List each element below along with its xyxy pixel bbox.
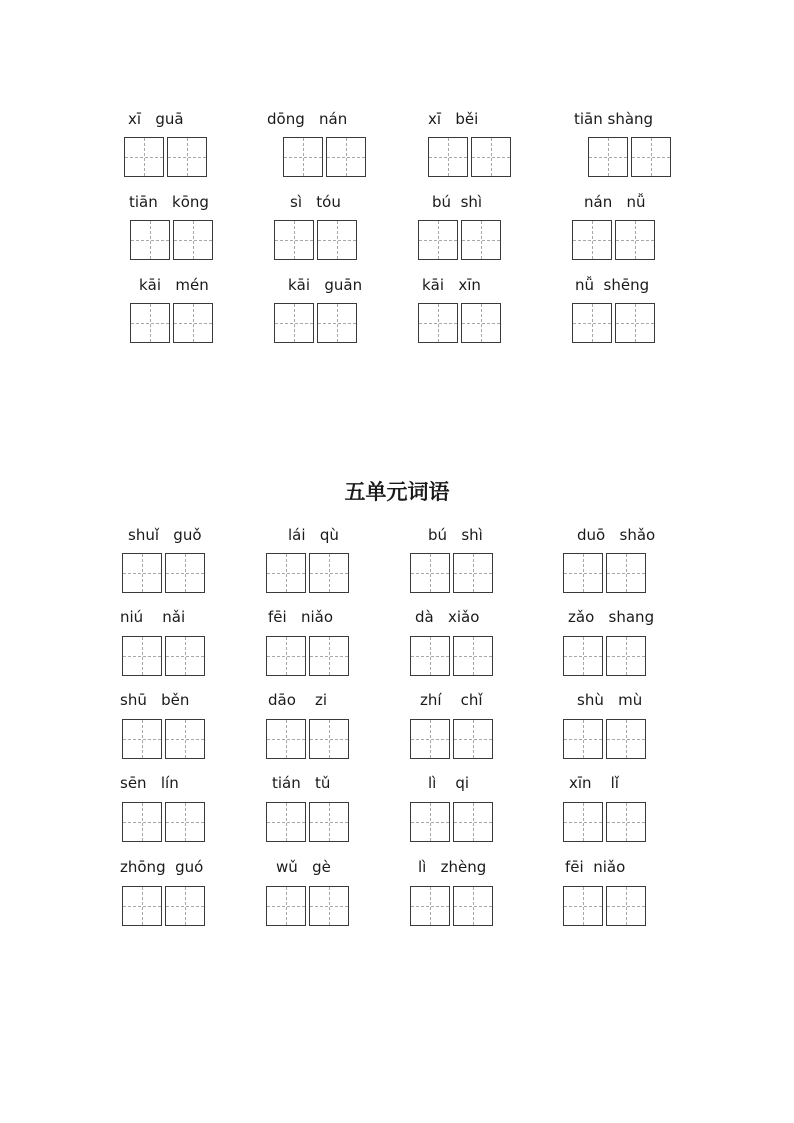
tianzige-box[interactable] — [606, 802, 646, 842]
tianzige-box[interactable] — [165, 719, 205, 759]
writing-boxes — [266, 886, 352, 926]
tianzige-box[interactable] — [572, 303, 612, 343]
tianzige-box[interactable] — [563, 719, 603, 759]
pinyin-label: tiān shàng — [574, 110, 654, 128]
pinyin-label: tián tǔ — [272, 774, 331, 792]
writing-boxes — [410, 553, 496, 593]
section-title: 五单元词语 — [344, 479, 450, 504]
pinyin-label: sì tóu — [290, 193, 341, 211]
pinyin-label: nǚ shēng — [575, 276, 650, 294]
writing-boxes — [266, 553, 352, 593]
tianzige-box[interactable] — [410, 802, 450, 842]
writing-boxes — [588, 137, 674, 177]
tianzige-box[interactable] — [309, 886, 349, 926]
tianzige-box[interactable] — [266, 886, 306, 926]
writing-boxes — [410, 719, 496, 759]
writing-boxes — [124, 137, 210, 177]
pinyin-label: lái qù — [288, 526, 339, 544]
pinyin-label: zǎo shang — [568, 608, 655, 626]
writing-boxes — [266, 636, 352, 676]
tianzige-box[interactable] — [453, 636, 493, 676]
tianzige-box[interactable] — [130, 303, 170, 343]
tianzige-box[interactable] — [173, 220, 213, 260]
tianzige-box[interactable] — [461, 303, 501, 343]
pinyin-label: zhí chǐ — [420, 691, 483, 709]
writing-boxes — [283, 137, 369, 177]
tianzige-box[interactable] — [410, 886, 450, 926]
pinyin-label: dōng nán — [267, 110, 348, 128]
pinyin-label: wǔ gè — [276, 858, 331, 876]
pinyin-label: fēi niǎo — [268, 608, 334, 626]
writing-boxes — [122, 636, 208, 676]
tianzige-box[interactable] — [606, 553, 646, 593]
writing-boxes — [274, 220, 360, 260]
pinyin-label: dāo zi — [268, 691, 328, 709]
writing-boxes — [410, 802, 496, 842]
tianzige-box[interactable] — [317, 220, 357, 260]
tianzige-box[interactable] — [418, 303, 458, 343]
writing-boxes — [122, 886, 208, 926]
pinyin-label: sēn lín — [120, 774, 179, 792]
writing-boxes — [122, 553, 208, 593]
tianzige-box[interactable] — [309, 636, 349, 676]
tianzige-box[interactable] — [165, 553, 205, 593]
tianzige-box[interactable] — [471, 137, 511, 177]
writing-boxes — [274, 303, 360, 343]
writing-boxes — [130, 220, 216, 260]
pinyin-label: shù mù — [577, 691, 643, 709]
tianzige-box[interactable] — [122, 802, 162, 842]
pinyin-label: lì qi — [428, 774, 470, 792]
tianzige-box[interactable] — [606, 719, 646, 759]
writing-boxes — [410, 886, 496, 926]
tianzige-box[interactable] — [606, 886, 646, 926]
tianzige-box[interactable] — [410, 719, 450, 759]
tianzige-box[interactable] — [165, 802, 205, 842]
tianzige-box[interactable] — [122, 886, 162, 926]
tianzige-box[interactable] — [453, 886, 493, 926]
writing-boxes — [130, 303, 216, 343]
writing-boxes — [572, 220, 658, 260]
writing-boxes — [563, 886, 649, 926]
writing-boxes — [266, 719, 352, 759]
tianzige-box[interactable] — [173, 303, 213, 343]
tianzige-box[interactable] — [266, 802, 306, 842]
tianzige-box[interactable] — [124, 137, 164, 177]
tianzige-box[interactable] — [631, 137, 671, 177]
tianzige-box[interactable] — [274, 303, 314, 343]
pinyin-label: bú shì — [428, 526, 483, 544]
pinyin-label: zhōng guó — [120, 858, 204, 876]
pinyin-label: xī běi — [428, 110, 479, 128]
pinyin-label: xī guā — [128, 110, 184, 128]
writing-boxes — [266, 802, 352, 842]
pinyin-label: lì zhèng — [418, 858, 487, 876]
tianzige-box[interactable] — [418, 220, 458, 260]
tianzige-box[interactable] — [309, 719, 349, 759]
tianzige-box[interactable] — [563, 802, 603, 842]
tianzige-box[interactable] — [326, 137, 366, 177]
tianzige-box[interactable] — [266, 719, 306, 759]
tianzige-box[interactable] — [165, 636, 205, 676]
tianzige-box[interactable] — [563, 886, 603, 926]
tianzige-box[interactable] — [588, 137, 628, 177]
tianzige-box[interactable] — [410, 553, 450, 593]
tianzige-box[interactable] — [266, 636, 306, 676]
pinyin-label: shū běn — [120, 691, 190, 709]
tianzige-box[interactable] — [410, 636, 450, 676]
tianzige-box[interactable] — [606, 636, 646, 676]
pinyin-label: kāi xīn — [422, 276, 481, 294]
pinyin-label: xīn lǐ — [569, 774, 619, 792]
pinyin-label: nán nǚ — [584, 193, 646, 211]
writing-boxes — [418, 303, 504, 343]
pinyin-label: dà xiǎo — [415, 608, 480, 626]
tianzige-box[interactable] — [453, 719, 493, 759]
writing-boxes — [122, 802, 208, 842]
tianzige-box[interactable] — [122, 636, 162, 676]
pinyin-label: duō shǎo — [577, 526, 656, 544]
pinyin-label: niú nǎi — [120, 608, 186, 626]
tianzige-box[interactable] — [122, 553, 162, 593]
tianzige-box[interactable] — [428, 137, 468, 177]
tianzige-box[interactable] — [283, 137, 323, 177]
writing-boxes — [572, 303, 658, 343]
writing-boxes — [410, 636, 496, 676]
pinyin-label: shuǐ guǒ — [128, 526, 202, 544]
tianzige-box[interactable] — [130, 220, 170, 260]
tianzige-box[interactable] — [453, 553, 493, 593]
tianzige-box[interactable] — [461, 220, 501, 260]
tianzige-box[interactable] — [274, 220, 314, 260]
tianzige-box[interactable] — [563, 553, 603, 593]
writing-boxes — [563, 553, 649, 593]
tianzige-box[interactable] — [309, 553, 349, 593]
tianzige-box[interactable] — [317, 303, 357, 343]
tianzige-box[interactable] — [266, 553, 306, 593]
pinyin-label: kāi guān — [288, 276, 363, 294]
tianzige-box[interactable] — [615, 303, 655, 343]
pinyin-label: kāi mén — [139, 276, 209, 294]
tianzige-box[interactable] — [453, 802, 493, 842]
pinyin-label: bú shì — [432, 193, 483, 211]
pinyin-label: tiān kōng — [129, 193, 209, 211]
tianzige-box[interactable] — [309, 802, 349, 842]
tianzige-box[interactable] — [563, 636, 603, 676]
tianzige-box[interactable] — [572, 220, 612, 260]
writing-boxes — [563, 802, 649, 842]
writing-boxes — [418, 220, 504, 260]
tianzige-box[interactable] — [122, 719, 162, 759]
tianzige-box[interactable] — [165, 886, 205, 926]
writing-boxes — [428, 137, 514, 177]
tianzige-box[interactable] — [167, 137, 207, 177]
writing-boxes — [563, 719, 649, 759]
writing-boxes — [122, 719, 208, 759]
pinyin-label: fēi niǎo — [565, 858, 626, 876]
writing-boxes — [563, 636, 649, 676]
tianzige-box[interactable] — [615, 220, 655, 260]
